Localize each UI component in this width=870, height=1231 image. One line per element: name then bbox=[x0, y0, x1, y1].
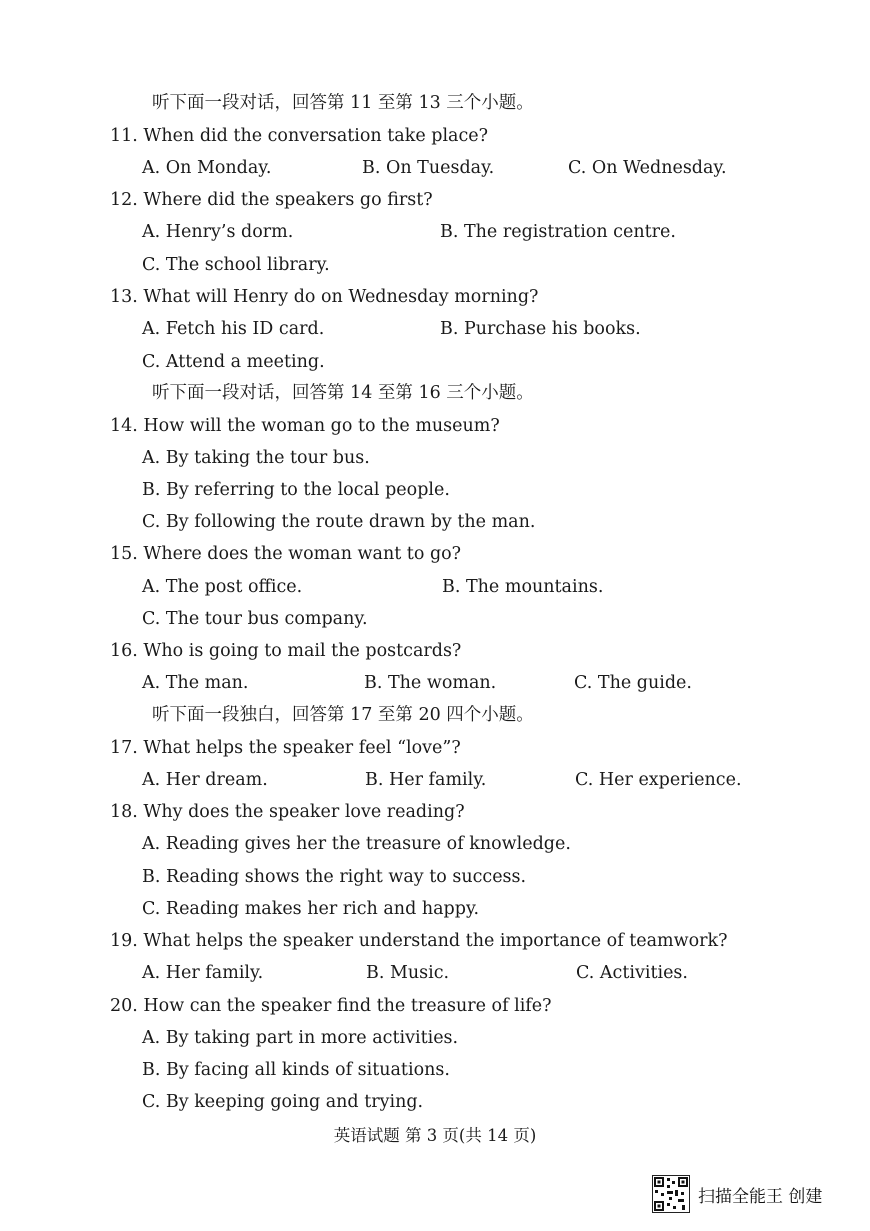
question-19-option-b: B. Music. bbox=[366, 963, 450, 983]
question-13-option-b: B. Purchase his books. bbox=[440, 319, 641, 339]
question-13-option-a: A. Fetch his ID card. bbox=[142, 319, 325, 339]
question-12-stem: 12. Where did the speakers go first? bbox=[110, 190, 433, 210]
question-17-option-c: C. Her experience. bbox=[575, 770, 742, 790]
question-17-option-a: A. Her dream. bbox=[142, 770, 268, 790]
question-13-option-c: C. Attend a meeting. bbox=[142, 352, 325, 372]
question-14-stem: 14. How will the woman go to the museum? bbox=[110, 416, 500, 436]
question-11-option-b: B. On Tuesday. bbox=[362, 158, 495, 178]
question-11-stem: 11. When did the conversation take place? bbox=[110, 126, 489, 146]
question-14-option-c: C. By following the route drawn by the man. bbox=[142, 512, 536, 532]
question-16-option-b: B. The woman. bbox=[364, 673, 497, 693]
question-19-option-c: C. Activities. bbox=[576, 963, 688, 983]
question-16-option-c: C. The guide. bbox=[574, 673, 692, 693]
question-17-option-b: B. Her family. bbox=[365, 770, 487, 790]
question-20-stem: 20. How can the speaker find the treasure of life? bbox=[110, 996, 552, 1016]
question-11-option-c: C. On Wednesday. bbox=[568, 158, 727, 178]
question-12-option-b: B. The registration centre. bbox=[440, 222, 676, 242]
question-15-option-b: B. The mountains. bbox=[442, 577, 604, 597]
question-12-option-c: C. The school library. bbox=[142, 255, 330, 275]
question-12-option-a: A. Henry’s dorm. bbox=[142, 222, 294, 242]
question-15-option-a: A. The post office. bbox=[142, 577, 303, 597]
section-instruction-1: 听下面一段对话，回答第 11 至第 13 三个小题。 bbox=[152, 93, 534, 113]
question-16-option-a: A. The man. bbox=[142, 673, 249, 693]
question-20-option-a: A. By taking part in more activities. bbox=[142, 1028, 459, 1048]
question-18-option-b: B. Reading shows the right way to success. bbox=[142, 867, 527, 887]
watermark-text: 扫描全能王 创建 bbox=[698, 1186, 823, 1207]
question-19-option-a: A. Her family. bbox=[142, 963, 264, 983]
question-20-option-b: B. By facing all kinds of situations. bbox=[142, 1060, 450, 1080]
question-17-stem: 17. What helps the speaker feel “love”? bbox=[110, 738, 461, 758]
question-20-option-c: C. By keeping going and trying. bbox=[142, 1092, 424, 1112]
question-11-option-a: A. On Monday. bbox=[142, 158, 272, 178]
question-15-stem: 15. Where does the woman want to go? bbox=[110, 544, 462, 564]
question-18-option-a: A. Reading gives her the treasure of knowledge. bbox=[142, 834, 571, 854]
page-footer: 英语试题 第 3 页(共 14 页) bbox=[333, 1126, 537, 1145]
scanner-watermark bbox=[652, 1174, 852, 1214]
question-13-stem: 13. What will Henry do on Wednesday morning? bbox=[110, 287, 539, 307]
question-16-stem: 16. Who is going to mail the postcards? bbox=[110, 641, 462, 661]
question-18-option-c: C. Reading makes her rich and happy. bbox=[142, 899, 480, 919]
question-19-stem: 19. What helps the speaker understand the importance of teamwork? bbox=[110, 931, 728, 951]
question-14-option-a: A. By taking the tour bus. bbox=[142, 448, 370, 468]
qr-code-icon bbox=[652, 1175, 690, 1213]
section-instruction-3: 听下面一段独白，回答第 17 至第 20 四个小题。 bbox=[152, 705, 534, 725]
section-instruction-2: 听下面一段对话，回答第 14 至第 16 三个小题。 bbox=[152, 383, 534, 403]
question-14-option-b: B. By referring to the local people. bbox=[142, 480, 450, 500]
question-15-option-c: C. The tour bus company. bbox=[142, 609, 368, 629]
question-18-stem: 18. Why does the speaker love reading? bbox=[110, 802, 465, 822]
